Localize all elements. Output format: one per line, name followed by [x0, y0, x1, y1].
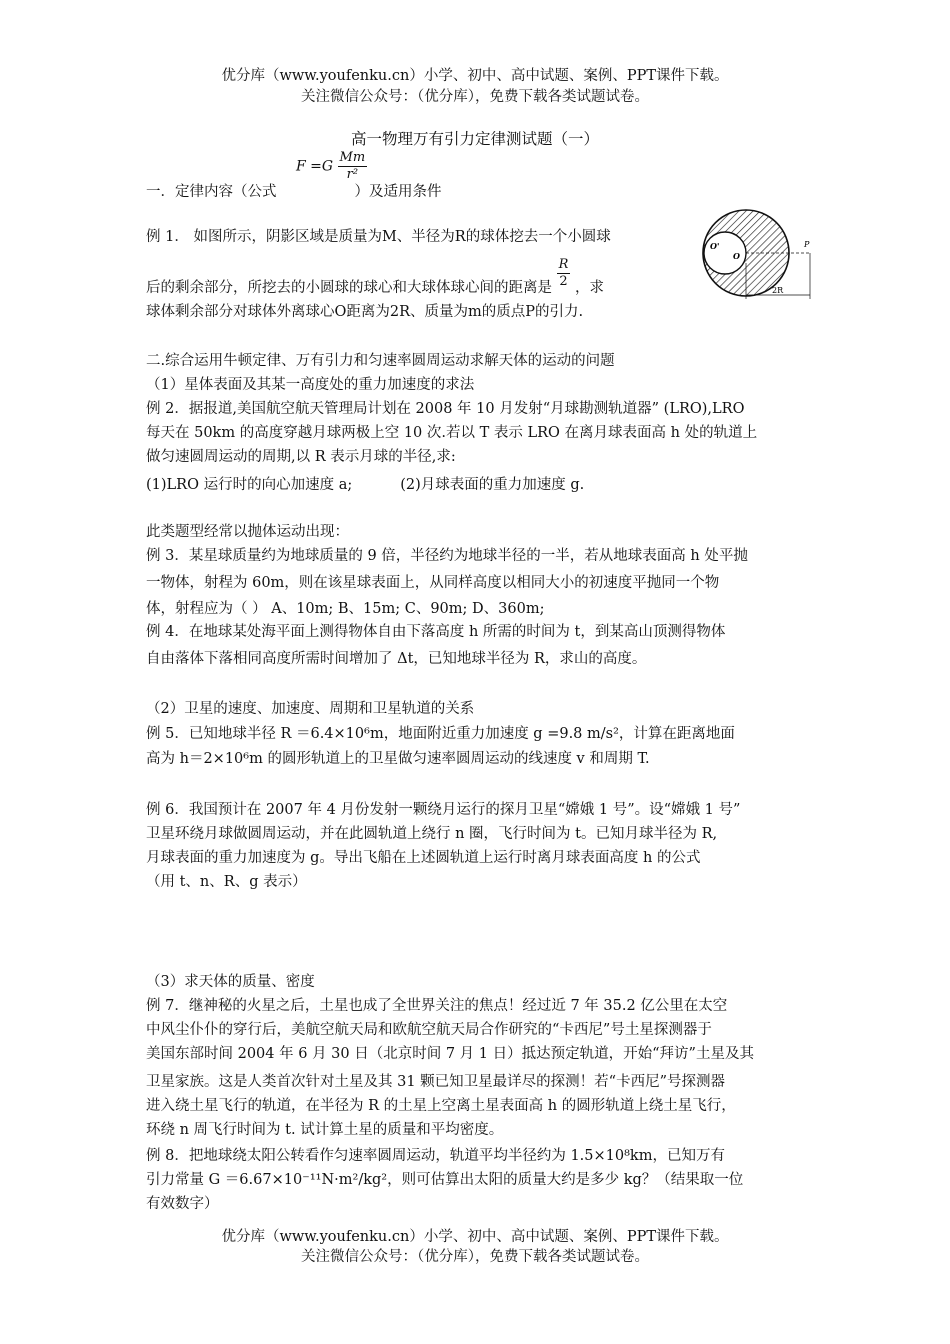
section1-heading	[146, 180, 442, 204]
example8-line1: 例 8．把地球绕太阳公转看作匀速率圆周运动，轨道平均半径约为 1.5×10⁸km，已知万有	[146, 1148, 725, 1164]
example3-line2: 一物体，射程为 60m，则在该星球表面上，从同样高度以相同大小的初速度平抛同一个物	[146, 575, 720, 591]
example2-q1: (1)LRO 运行时的向心加速度 a;	[146, 477, 353, 493]
formula-F: F	[296, 158, 306, 175]
footer-line-1: 优分库（www.youfenku.cn）小学、初中、高中试题、案例、PPT课件下载。	[221, 1229, 729, 1245]
header-line-2: 关注微信公众号：（优分库），免费下载各类试题试卷。	[301, 89, 649, 105]
label-o-prime: O'	[710, 241, 720, 251]
sphere-diagram	[700, 207, 825, 307]
example2-questions	[146, 473, 584, 497]
section2-sub2: （2）卫星的速度、加速度、周期和卫星轨道的关系	[146, 701, 475, 717]
section2-heading: 二.综合运用牛顿定律、万有引力和匀速率圆周运动求解天体的运动的问题	[146, 353, 615, 369]
section2-sub1: （1）星体表面及其某一高度处的重力加速度的求法	[146, 377, 475, 393]
example7-line3: 美国东部时间 2004 年 6 月 30 日（北京时间 7 月 1 日）抵达预定轨道，开始“拜访”土星及其	[146, 1046, 754, 1062]
example8-line2: 引力常量 G ＝6.67×10⁻¹¹N·m²/kg²，则可估算出太阳的质量大约是多少 kg？（结果取一位	[146, 1172, 744, 1188]
example7-line1: 例 7．继神秘的火星之后，土星也成了全世界关注的焦点！经过近 7 年 35.2 亿公里在太空	[146, 998, 728, 1014]
example6-line1: 例 6．我国预计在 2007 年 4 月份发射一颗绕月运行的探月卫星“嫦娥 1 号”。设“嫦娥 1 号”	[146, 802, 741, 818]
example2-q2: (2)月球表面的重力加速度 g.	[400, 477, 585, 493]
gravity-formula	[296, 150, 367, 183]
example8-line3: 有效数字）	[146, 1196, 219, 1212]
page-title: 高一物理万有引力定律测试题（一）	[350, 130, 599, 148]
example1-frac-num: R	[558, 256, 569, 272]
label-2r: 2R	[772, 286, 784, 295]
formula-fraction	[338, 150, 368, 183]
example1-line2a: 后的剩余部分，所挖去的小圆球的球心和大球体球心间的距离是	[146, 280, 552, 296]
example7-line2: 中风尘仆仆的穿行后，美航空航天局和欧航空航天局合作研究的“卡西尼”号土星探测器于	[146, 1022, 712, 1038]
label-o: O	[733, 251, 740, 261]
example6-line3: 月球表面的重力加速度为 g。导出飞船在上述圆轨道上运行时离月球表面高度 h 的公式	[146, 850, 701, 866]
formula-eq: =G	[310, 158, 334, 175]
example5-line1: 例 5．已知地球半径 R ＝6.4×10⁶m，地面附近重力加速度 g =9.8 m/s²，计算在距离地面	[146, 726, 735, 742]
note-line: 此类题型经常以抛体运动出现：	[146, 524, 349, 540]
example1-line2b: ，求	[575, 280, 605, 296]
example4-line1: 例 4．在地球某处海平面上测得物体自由下落高度 h 所需的时间为 t，到某高山顶测得物体	[146, 624, 726, 640]
header-line-1: 优分库（www.youfenku.cn）小学、初中、高中试题、案例、PPT课件下载。	[221, 68, 729, 84]
example1-line3: 球体剩余部分对球体外离球心O距离为2R、质量为m的质点P的引力.	[146, 304, 584, 320]
example4-line2: 自由落体下落相同高度所需时间增加了 Δt，已知地球半径为 R，求山的高度。	[146, 651, 647, 667]
example3-line1: 例 3．某星球质量约为地球质量的 9 倍，半径约为地球半径的一半，若从地球表面高 h 处平抛	[146, 548, 748, 564]
example7-line6: 环绕 n 周飞行时间为 t. 试计算土星的质量和平均密度。	[146, 1122, 504, 1138]
example2-line1: 例 2．据报道,美国航空航天管理局计划在 2008 年 10 月发射“月球勘测轨道器” (LRO),LRO	[146, 401, 745, 417]
example7-line5: 进入绕土星飞行的轨道，在半径为 R 的土星上空离土星表面高 h 的圆形轨道上绕土星飞行，	[146, 1098, 736, 1114]
example6-line4: （用 t、n、R、g 表示）	[146, 874, 307, 890]
formula-numerator: Mm	[339, 150, 366, 165]
example5-line2: 高为 h＝2×10⁶m 的圆形轨道上的卫星做匀速率圆周运动的线速度 v 和周期 T.	[146, 751, 650, 767]
example1-fraction	[557, 257, 571, 290]
example7-line4: 卫星家族。这是人类首次针对土星及其 31 颗已知卫星最详尽的探测！若“卡西尼”号探测器	[146, 1074, 725, 1090]
example1-line2	[146, 256, 605, 300]
section1-suffix: ）及适用条件	[354, 184, 442, 200]
label-p: P	[804, 240, 810, 249]
example6-line2: 卫星环绕月球做圆周运动，并在此圆轨道上绕行 n 圈，飞行时间为 t。已知月球半径为 R,	[146, 826, 718, 842]
formula-denominator: r²	[346, 167, 359, 182]
example3-line3: 体，射程应为（ ） A、10m; B、15m; C、90m; D、360m;	[146, 601, 545, 617]
example2-line3: 做匀速圆周运动的周期,以 R 表示月球的半径,求:	[146, 449, 456, 465]
example2-line2: 每天在 50km 的高度穿越月球两极上空 10 次.若以 T 表示 LRO 在离月球表面高 h 处的轨道上	[146, 425, 758, 441]
section1-prefix: 一．定律内容（公式	[146, 184, 277, 200]
example1-line1: 例 1． 如图所示，阴影区域是质量为M、半径为R的球体挖去一个小圆球	[146, 229, 611, 245]
section2-sub3: （3）求天体的质量、密度	[146, 974, 315, 990]
example1-frac-den: 2	[559, 273, 568, 289]
footer-line-2: 关注微信公众号：（优分库），免费下载各类试题试卷。	[301, 1249, 649, 1265]
